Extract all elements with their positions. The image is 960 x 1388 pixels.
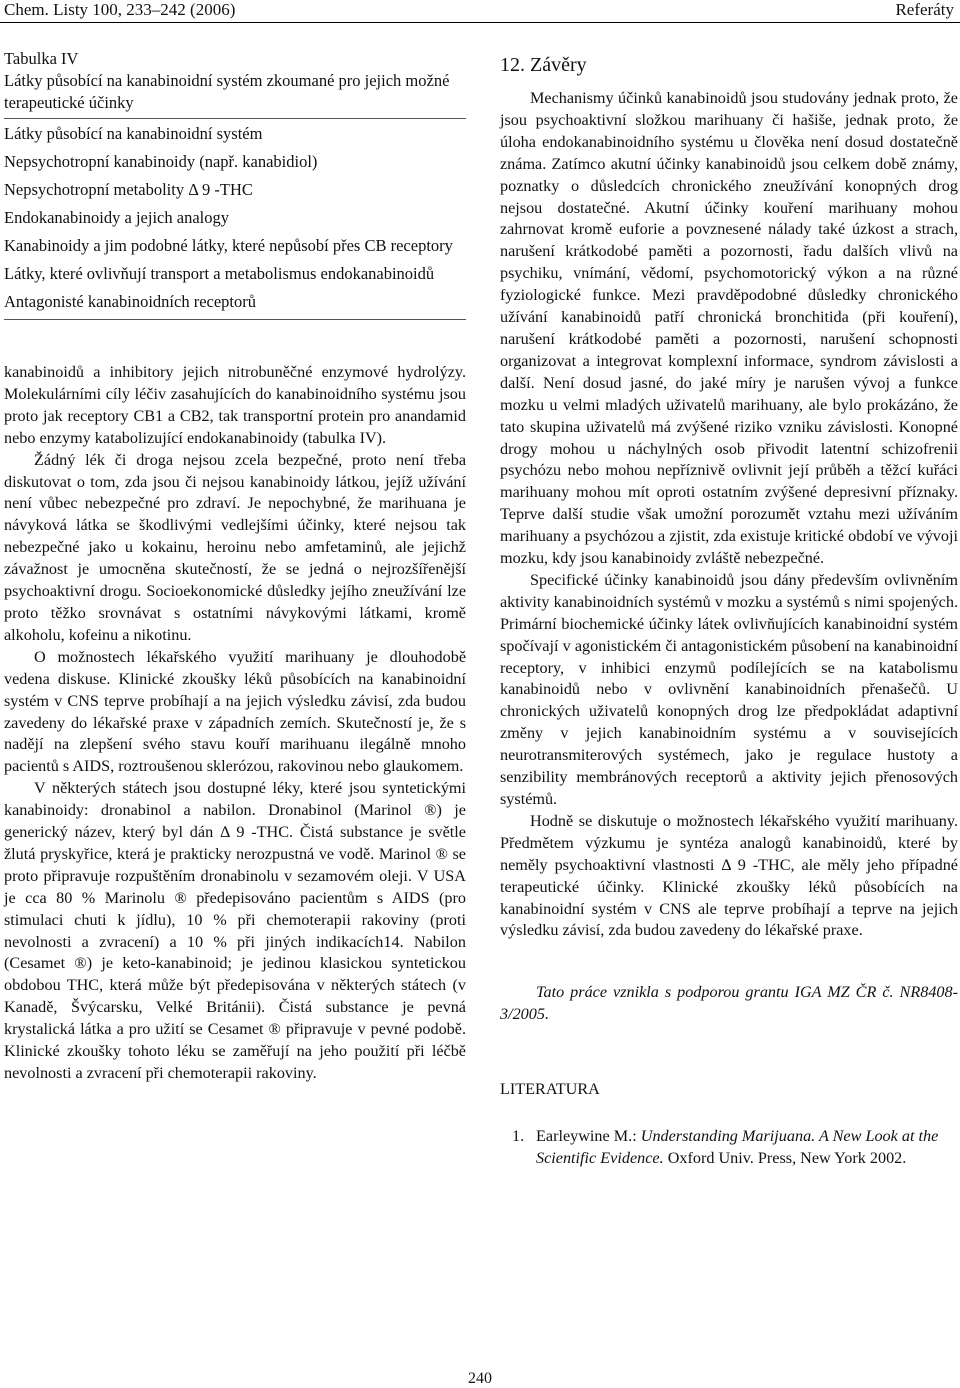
table-iv (4, 48, 466, 320)
grant-acknowledgement: Tato práce vznikla s podporou grantu IGA MZ ČR č. NR8408-3/2005. (500, 983, 958, 1024)
journal-citation: Chem. Listy 100, 233–242 (2006) (4, 0, 236, 19)
left-column (4, 48, 466, 1085)
table-row: Nepsychotropní metabolity Δ 9 -THC (4, 180, 253, 199)
paragraph: Mechanismy účinků kanabinoidů jsou studovány jednak proto, že jsou psychoaktivní složkou marihuany či hašiše, jednak proto, že úloha endokanabinoidního systému u člověka není dosud dostatečně známa. Zatímco akutní účinky kanabinoidů jsou celkem době známy, poznatky o důsledcích chronického zneužívání konopných drog nejsou dostatečné. Akutní účinky kouření marihuany mohou zahrnovat kromě euforie a povznesené nálady také úzkost a strach, narušení krátkodobé paměti a pozornosti, řadu dalších vlivů na psychiku, vnímání, vědomí, psychomotorický výkon a na různé fyziologické funkce. Mezi pravděpodobné důsledky chronického užívání kanabinoidů patří chronická bronchitida (při kouření), narušení krátkodobé paměti a pozornosti, narušení schopnosti organizovat a integrovat komplexní informace, syndrom závislosti a další. Není dosud jasné, do jaké míry je narušen vývoj a funkce mozku u velmi mladých uživatelů marihuany, ale bylo prokázáno, že tato skupina uživatelů má zvýšené riziko vzniku závislosti. Konopné drogy mohou u náchylných osob přivodit latentní schizofrenii psychózu nebo mohou nepříznivě ovlivnit její průběh a těžcí kuřáci marihuany mohou mít oproti ostatním zvýšené depresivní příznaky. Teprve další studie však umožní porozumět vztahu mezi užíváním marihuany a psychózou a zjistit, zda existuje kritické období ve vývoji mozku, kdy jsou kanabinoidy zvláště nebezpečné. (500, 89, 958, 568)
table-row: Kanabinoidy a jim podobné látky, které nepůsobí přes CB receptory (4, 236, 453, 255)
reference-number: 1. (512, 1127, 525, 1146)
table-row: Antagonisté kanabinoidních receptorů (4, 292, 257, 311)
table-row: Nepsychotropní kanabinoidy (např. kanabidiol) (4, 152, 318, 171)
paragraph: kanabinoidů a inhibitory jejich nitrobuněčné enzymové hydrolýzy. Molekulárními cíly léčiv zasahujících do kanabinoidního systému jsou proto jak receptory CB1 a CB2, tak transportní protein pro anandamid nebo enzymy katabolizující endokanabinoidy (tabulka IV). (4, 363, 466, 447)
reference-author: Earleywine M.: (536, 1127, 641, 1146)
table-bottom-rule (4, 319, 466, 320)
left-body-text (4, 362, 466, 1085)
section-heading: 12. Závěry (500, 54, 587, 76)
section-label: Referáty (895, 0, 954, 19)
table-caption-text: Látky působící na kanabinoidní systém zkoumané pro jejich možné terapeutické účinky (4, 71, 450, 112)
paragraph: Hodně se diskutuje o možnostech lékařského využití marihuany. Předmětem výzkumu je syntéza analogů kanabinoidů, které by neměly psychoaktivní vlastnosti Δ 9 -THC, ale měly jeho případné terapeutické účinky. Klinické zkoušky léků působících na kanabinoidní systém v CNS ale teprve probíhají a teprve na jejich výsledku závisí, zda budou zavedeny do lékařské praxe. (500, 811, 958, 940)
literature-heading: LITERATURA (500, 1080, 600, 1099)
paragraph: O možnostech lékařského využití marihuany je dlouhodobě vedena diskuse. Klinické zkoušky léků působících na kanabinoidní systém v CNS teprve probíhají a na jejich výsledku závisí, zda budou zavedeny do lékařské praxe v západních zemích. Skutečností je, že s nadějí na zlepšení svého stavu kouří marihuanu ilegálně mnoho pacientů s AIDS, roztroušenou sklerózou, rakovinou nebo glaukomem. (4, 647, 466, 776)
paragraph: Specifické účinky kanabinoidů jsou dány především ovlivněním aktivity kanabinoidních systémů v mozku a systémů s nimi spojených. Primární biochemické účinky látek ovlivňujících kanabinoidní systém spočívají v agonistickém či antagonistickém působení na kanabinoidní receptory, v inhibici enzymů podílejících se na katabolismu kanabinoidů nebo v ovlivnění kanabinoidních přenašečů. U chronických uživatelů konopných drog lze předpokládat adaptivní změny v jejich kanabinoidním systému a v souvisejících neurotransmiterových systémech, jako je regulace hustoty a senzibility membránových receptorů a aktivity jejich přenosových systémů. (500, 570, 958, 808)
reference-item (500, 1126, 958, 1170)
conclusions-text (500, 88, 958, 942)
running-head (0, 0, 960, 23)
paragraph: V některých státech jsou dostupné léky, které jsou syntetickými kanabinoidy: dronabinol a nabilon. Dronabinol (Marinol ®) je generický název, který byl dán Δ 9 -THC. Čistá substance je světle žlutá pryskyřice, která je prakticky nerozpustná ve vodě. Marinol ® se proto připravuje rozpuštěním dronabinolu v sezamovém oleji. V USA je cca 80 % Marinolu ® předepisováno pacientům s AIDS (pro stimulaci chuti k jídlu), 10 % při chemoterapii rakoviny (proti nevolnosti a zvracení) a 10 % při jiných indikacích14. Nabilon (Cesamet ®) je keto-kanabinoid; je jedinou klasickou syntetickou obdobou THC, která může být předepisována v některých státech (v Kanadě, Švýcarsku, Velké Británii). Čistá substance je pevná krystalická látka a pro užití se Cesamet ® připravuje v pevné podobě. Klinické zkoušky tohoto léku se zaměřují na jeho použití při léčbě nevolnosti a zvracení při chemoterapii rakoviny. (4, 779, 466, 1082)
table-caption-number: Tabulka IV (4, 49, 79, 68)
reference-title: Understanding Marijuana. A New Look at the Scientific Evidence. (536, 1127, 939, 1168)
paragraph: Žádný lék či droga nejsou zcela bezpečné, proto není třeba diskutovat o tom, zda jsou či nejsou kanabinoidy látkou, jejíž užívání není vůbec nebezpečné pro zdraví. Je nepochybné, že marihuana je návyková látka se škodlivými vedlejšími účinky, které nejsou tak nebezpečné jako u kokainu, heroinu nebo amfetaminů, ale jejichž závažnost je umocněna skutečností, že se jedná o nejrozšířenější psychoaktivní drogu. Socioekonomické důsledky jejího zneužívání lze proto těžko srovnávat s ostatními návykovými látkami, kromě alkoholu, kofeinu a nikotinu. (4, 450, 466, 644)
table-top-rule (4, 118, 466, 119)
right-column (500, 48, 958, 1170)
table-column-header: Látky působící na kanabinoidní systém (4, 124, 263, 143)
reference-list (500, 1126, 958, 1170)
table-row: Endokanabinoidy a jejich analogy (4, 208, 229, 227)
page-number: 240 (468, 1370, 492, 1387)
reference-publisher: Oxford Univ. Press, New York 2002. (663, 1149, 907, 1168)
table-row: Látky, které ovlivňují transport a metabolismus endokanabinoidů (4, 264, 435, 283)
